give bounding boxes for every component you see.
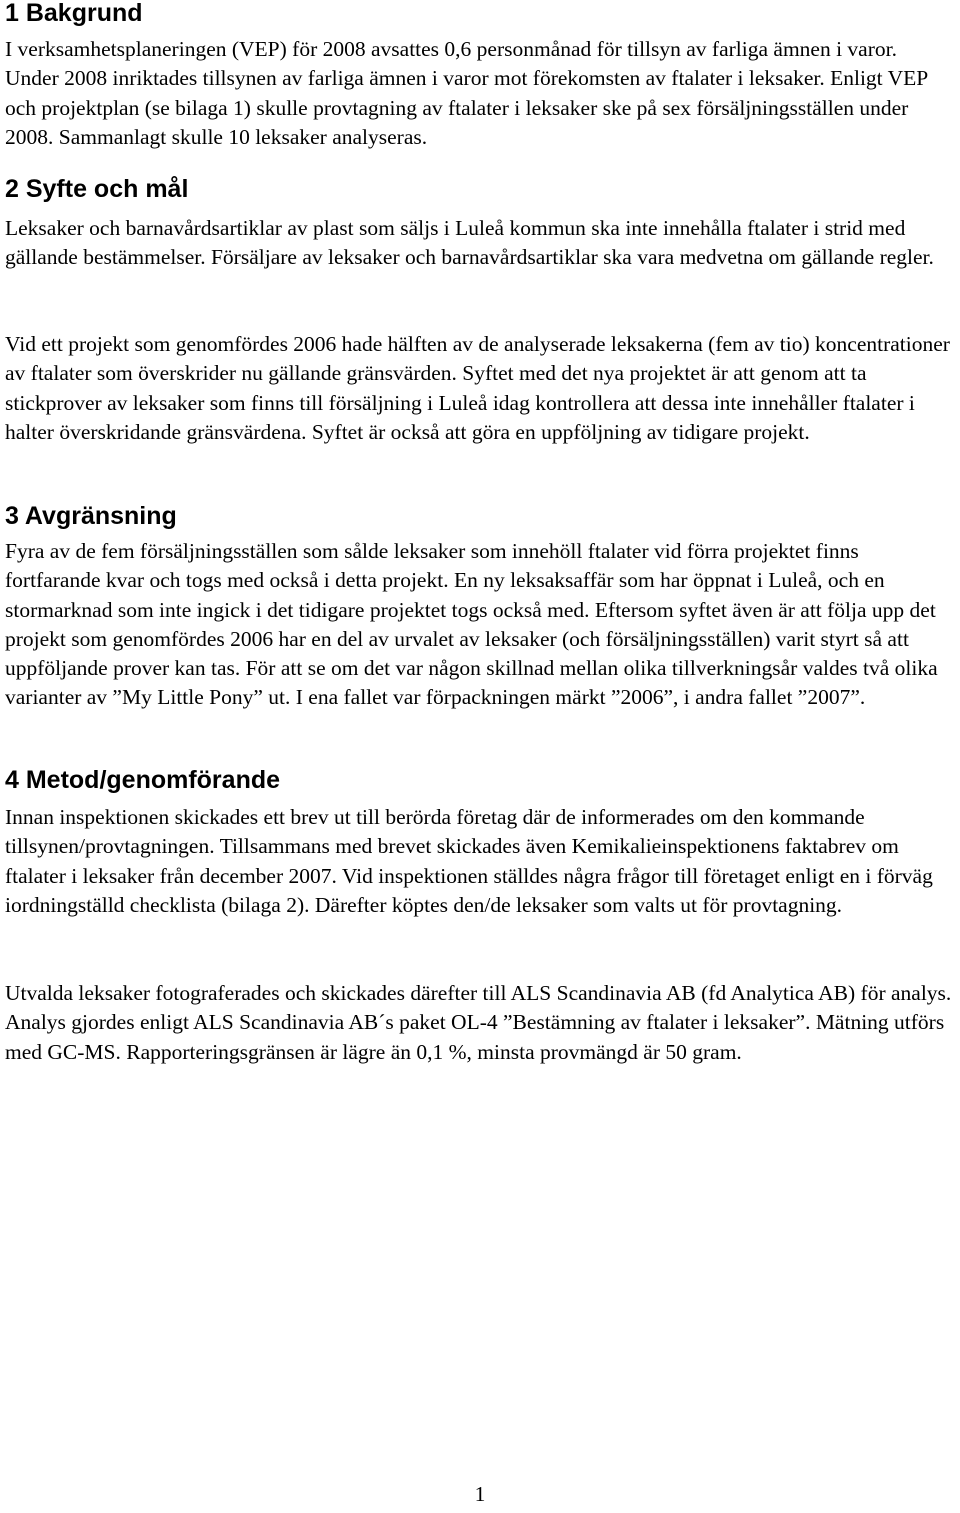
paragraph-syfte-1: Leksaker och barnavårdsartiklar av plast som säljs i Luleå kommun ska inte innehålla ftalater i strid med gällande bestämmelser. Försäljare av leksaker och barnavårdsartiklar ska vara medvetna om gällande regler.	[5, 216, 934, 270]
section-heading-bakgrund: 1 Bakgrund	[5, 0, 143, 27]
page-number: 1	[474, 1482, 486, 1506]
section-heading-syfte-och-mal: 2 Syfte och mål	[5, 175, 189, 203]
paragraph-bakgrund: I verksamhetsplaneringen (VEP) för 2008 avsattes 0,6 personmånad för tillsyn av farliga ämnen i varor. Under 2008 inriktades tillsynen av farliga ämnen i varor mot förekomsten av ftalater i leksaker. Enligt VEP och projektplan (se bilaga 1) skulle provtagning av ftalater i leksaker ske på sex försäljningsställen under 2008. Sammanlagt skulle 10 leksaker analyseras.	[5, 37, 928, 149]
section-heading-avgransning: 3 Avgränsning	[5, 502, 177, 530]
paragraph-metod-2: Utvalda leksaker fotograferades och skickades därefter till ALS Scandinavia AB (fd Analytica AB) för analys. Analys gjordes enligt ALS Scandinavia AB´s paket OL-4 ”Bestämning av ftalater i leksaker”. Mätning utförs med GC-MS. Rapporteringsgränsen är lägre än 0,1 %, minsta provmängd är 50 gram.	[5, 981, 952, 1064]
section-heading-metod: 4 Metod/genomförande	[5, 766, 281, 794]
paragraph-avgransning: Fyra av de fem försäljningsställen som sålde leksaker som innehöll ftalater vid förra projektet finns fortfarande kvar och togs med också i detta projekt. En ny leksaksaffär som har öppnat i Luleå, och en stormarknad som inte ingick i det tidigare projektet togs också med. Eftersom syftet även är att följa upp det projekt som genomfördes 2006 har en del av urvalet av leksaker (och försäljningsställen) varit styrt så att uppföljande prover kan tas. För att se om det var någon skillnad mellan olika tillverkningsår valdes två olika varianter av ”My Little Pony” ut. I ena fallet var förpackningen märkt ”2006”, i andra fallet ”2007”.	[5, 539, 938, 710]
paragraph-syfte-2: Vid ett projekt som genomfördes 2006 hade hälften av de analyserade leksakerna (fem av tio) koncentrationer av ftalater som överskrider nu gällande gränsvärden. Syftet med det nya projektet är att genom att ta stickprover av leksaker som finns till försäljning i Luleå idag kontrollera att dessa inte innehåller ftalater i halter överskridande gränsvärdena. Syftet är också att göra en uppföljning av tidigare projekt.	[5, 332, 950, 444]
paragraph-metod-1: Innan inspektionen skickades ett brev ut till berörda företag där de informerades om den kommande tillsynen/provtagningen. Tillsammans med brevet skickades även Kemikalieinspektionens faktabrev om ftalater i leksaker från december 2007. Vid inspektionen ställdes några frågor till företaget enligt en i förväg iordningställd checklista (bilaga 2). Därefter köptes den/de leksaker som valts ut för provtagning.	[5, 805, 933, 917]
